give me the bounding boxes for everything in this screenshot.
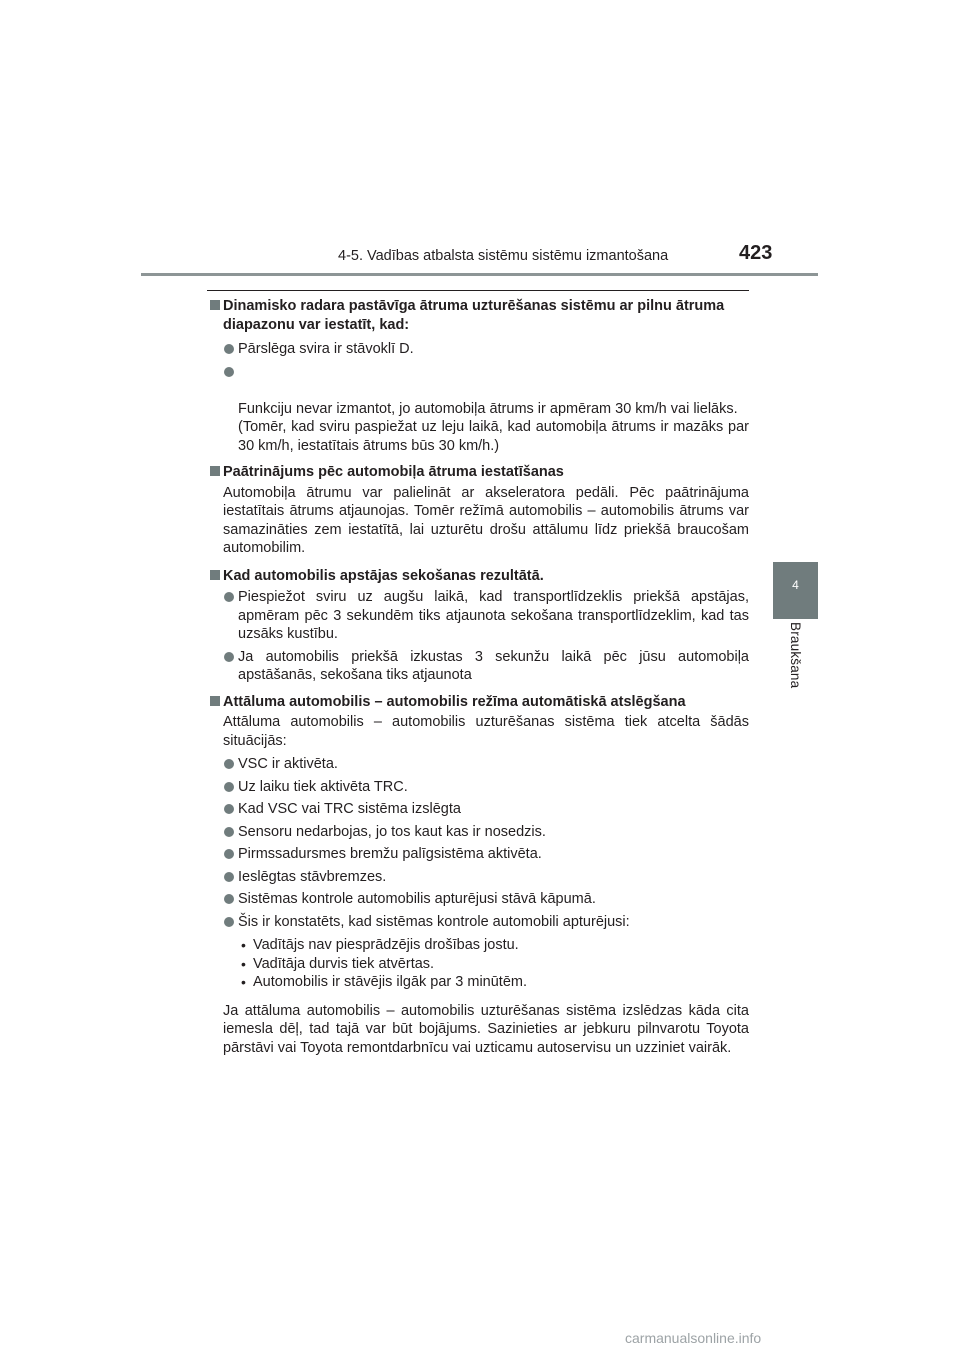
page-number: 423 bbox=[739, 242, 773, 264]
round-bullet-icon bbox=[224, 917, 234, 927]
round-bullet-icon bbox=[224, 592, 234, 602]
list-item: Ieslēgtas stāvbremzes. bbox=[223, 868, 749, 887]
round-bullet-icon bbox=[224, 782, 234, 792]
list-item: Ja automobilis priekšā izkustas 3 sekunžu laikā pēc jūsu automobiļa apstāšanās, sekošana tiks atjaunota bbox=[223, 648, 749, 685]
list-item: Šis ir konstatēts, kad sistēmas kontrole automobili apturējusi: bbox=[223, 913, 749, 932]
round-bullet-icon bbox=[224, 849, 234, 859]
small-bullet-icon: • bbox=[241, 937, 246, 953]
list-item: Uz laiku tiek aktivēta TRC. bbox=[223, 778, 749, 797]
square-marker-icon bbox=[210, 570, 220, 580]
section-heading: Kad automobilis apstājas sekošanas rezultātā. bbox=[209, 567, 749, 586]
round-bullet-icon bbox=[224, 827, 234, 837]
section-heading: Paātrinājums pēc automobiļa ātruma iestatīšanas bbox=[209, 463, 749, 482]
list-item: Sistēmas kontrole automobilis apturējusi stāvā kāpumā. bbox=[223, 890, 749, 909]
square-marker-icon bbox=[210, 300, 220, 310]
sub-list bbox=[238, 936, 749, 992]
closing-paragraph: Ja attāluma automobilis – automobilis uzturēšanas sistēma izslēdzas kāda cita iemesla dēļ, tad tajā var būt bojājums. Sazinieties ar jebkuru pilnvarotu Toyota pārstāvi vai Toyota remontdarbnīcu vai uzticamu autoservisu un uzziniet vairāk. bbox=[223, 1002, 749, 1056]
round-bullet-icon bbox=[224, 872, 234, 882]
section-heading: Dinamisko radara pastāvīga ātruma uzturēšanas sistēmu ar pilnu ātruma diapazonu var iestatīt, kad: bbox=[209, 297, 749, 334]
section-top-rule bbox=[207, 290, 749, 291]
square-marker-icon bbox=[210, 696, 220, 706]
footer-watermark: carmanualsonline.info bbox=[625, 1330, 762, 1346]
sub-list-item: • Vadītājs nav piesprādzējis drošības jostu. bbox=[241, 937, 519, 953]
small-bullet-icon: • bbox=[241, 955, 246, 972]
section-paragraph: Automobiļa ātrumu var palielināt ar akseleratora pedāli. Pēc paātrinājuma iestatītais ātrums atjaunojas. Tomēr režīmā automobilis – automobilis ātrums var samazināties zem iestatītā, lai uzturētu drošu attālumu līdz priekšā braucošam automobilim. bbox=[223, 484, 749, 556]
section-paragraph: Attāluma automobilis – automobilis uzturēšanas sistēma tiek atcelta šādās situācijās: bbox=[223, 714, 749, 749]
section-heading: Attāluma automobilis – automobilis režīma automātiskā atslēgšana bbox=[209, 693, 749, 712]
list-item: Piespiežot sviru uz augšu laikā, kad transportlīdzeklis priekšā apstājas, apmēram pēc 3 sekundēm tiks atjaunota sekošana transportlīdzeklim, kad tas uzsāks kustību. bbox=[223, 588, 749, 644]
sub-list-item: • Automobilis ir stāvējis ilgāk par 3 minūtēm. bbox=[241, 974, 527, 990]
running-header-title: 4-5. Vadības atbalsta sistēmu sistēmu izmantošana bbox=[338, 248, 669, 264]
round-bullet-icon bbox=[224, 367, 234, 377]
chapter-label: Braukšana bbox=[788, 622, 803, 689]
round-bullet-icon bbox=[224, 759, 234, 769]
list-item: Funkciju nevar izmantot, jo automobiļa ātrums ir apmēram 30 km/h vai lielāks. (Tomēr, kad sviru paspiežat uz leju laikā, kad automobiļa ātrums ir mazāks par 30 km/h, iestatītais ātrums būs 30 km/h.) bbox=[223, 363, 749, 456]
list-item: Pārslēga svira ir stāvoklī D. bbox=[223, 340, 749, 359]
round-bullet-icon bbox=[224, 344, 234, 354]
round-bullet-icon bbox=[224, 894, 234, 904]
round-bullet-icon bbox=[224, 652, 234, 662]
chapter-tab bbox=[773, 562, 818, 619]
sub-list-item: • Vadītāja durvis tiek atvērtas. bbox=[241, 955, 435, 972]
list-item: Sensoru nedarbojas, jo tos kaut kas ir nosedzis. bbox=[223, 823, 749, 842]
list-item: Pirmssadursmes bremžu palīgsistēma aktivēta. bbox=[223, 845, 749, 864]
list-item: VSC ir aktivēta. bbox=[223, 755, 749, 774]
square-marker-icon bbox=[210, 466, 220, 476]
list-item: Kad VSC vai TRC sistēma izslēgta bbox=[223, 800, 749, 819]
round-bullet-icon bbox=[224, 804, 234, 814]
page-content bbox=[209, 297, 749, 1064]
header-rule bbox=[141, 273, 818, 276]
chapter-number: 4 bbox=[792, 578, 799, 592]
small-bullet-icon: • bbox=[241, 974, 246, 990]
